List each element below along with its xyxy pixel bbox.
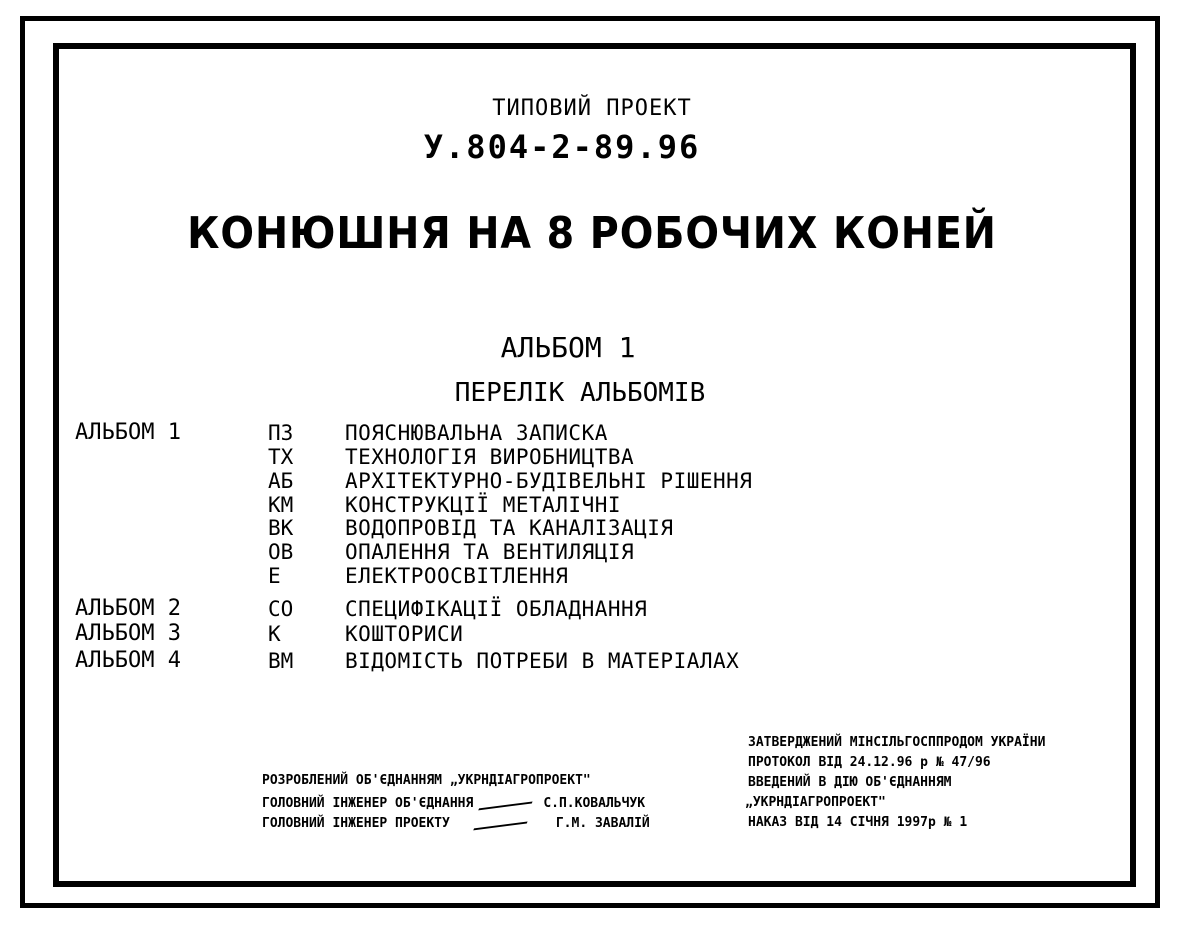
album-code: АБ	[268, 469, 294, 493]
project-code: У.804-2-89.96	[423, 128, 701, 166]
album-code: ВК	[268, 516, 294, 540]
album-desc: ТЕХНОЛОГІЯ ВИРОБНИЦТВА	[345, 445, 635, 469]
page-title: КОНЮШНЯ НА 8 РОБОЧИХ КОНЕЙ	[187, 208, 997, 259]
album-album: АЛЬБОМ 3	[75, 621, 181, 646]
list-heading: ПЕРЕЛІК АЛЬБОМІВ	[454, 378, 706, 408]
album-desc: КОШТОРИСИ	[345, 622, 464, 646]
protocol: ПРОТОКОЛ ВІД 24.12.96 р № 47/96	[748, 755, 991, 770]
album-code: ПЗ	[268, 421, 294, 445]
order: НАКАЗ ВІД 14 СІЧНЯ 1997р № 1	[748, 815, 968, 830]
album-desc: КОНСТРУКЦІЇ МЕТАЛІЧНІ	[345, 493, 622, 517]
album-code: ТХ	[268, 445, 294, 469]
chief-project-name: Г.М. ЗАВАЛІЙ	[555, 816, 650, 831]
album-desc: АРХІТЕКТУРНО-БУДІВЕЛЬНІ РІШЕННЯ	[345, 469, 753, 493]
type-label: ТИПОВИЙ ПРОЕКТ	[492, 96, 692, 121]
album-album: АЛЬБОМ 1	[75, 420, 181, 445]
album-desc: ПОЯСНЮВАЛЬНА ЗАПИСКА	[345, 421, 608, 445]
album-album: АЛЬБОМ 2	[75, 596, 181, 621]
album-desc: ЕЛЕКТРООСВІТЛЕННЯ	[345, 564, 569, 588]
album-album: АЛЬБОМ 4	[75, 648, 181, 673]
album-code: КМ	[268, 493, 294, 517]
album-code: Е	[268, 564, 281, 588]
approved-by: ЗАТВЕРДЖЕНИЙ МІНСІЛЬГОСППРОДОМ УКРАЇНИ	[748, 735, 1046, 750]
chief-union-name: С.П.КОВАЛЬЧУК	[543, 796, 646, 811]
chief-engineer-union	[262, 793, 645, 814]
chief-union-label: ГОЛОВНИЙ ІНЖЕНЕР ОБ'ЄДНАННЯ	[262, 796, 474, 811]
album-code: ВМ	[268, 649, 294, 673]
chief-project-label: ГОЛОВНИЙ ІНЖЕНЕР ПРОЕКТУ	[262, 816, 450, 831]
signature-icon	[479, 790, 539, 811]
signature-icon	[473, 810, 533, 831]
album-code: ОВ	[268, 540, 294, 564]
organization: „УКРНДІАГРОПРОЕКТ"	[745, 795, 886, 810]
album-code: К	[268, 622, 281, 646]
album-desc: СПЕЦИФІКАЦІЇ ОБЛАДНАННЯ	[345, 597, 648, 621]
album-code: СО	[268, 597, 294, 621]
album-label: АЛЬБОМ 1	[500, 331, 636, 364]
chief-engineer-project	[262, 813, 650, 834]
album-desc: ВОДОПРОВІД ТА КАНАЛІЗАЦІЯ	[345, 516, 674, 540]
album-desc: ОПАЛЕННЯ ТА ВЕНТИЛЯЦІЯ	[345, 540, 635, 564]
introduced-by: ВВЕДЕНИЙ В ДІЮ ОБ'ЄДНАННЯМ	[748, 775, 952, 790]
album-desc: ВІДОМІСТЬ ПОТРЕБИ В МАТЕРІАЛАХ	[345, 649, 740, 673]
developed-by: РОЗРОБЛЕНИЙ ОБ'ЄДНАННЯМ „УКРНДІАГРОПРОЕКТ"	[262, 773, 591, 788]
